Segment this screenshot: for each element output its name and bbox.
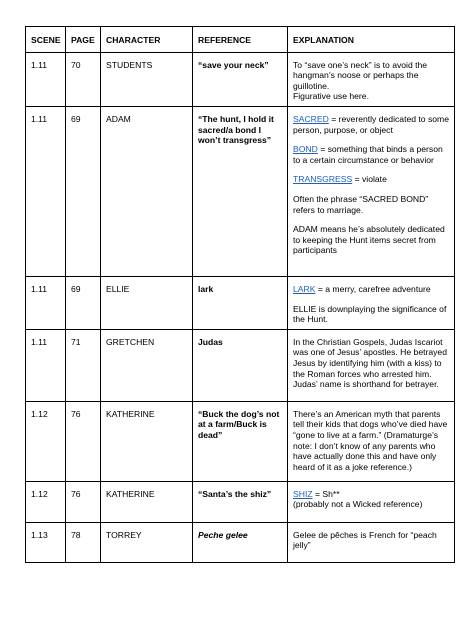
explanation-cell xyxy=(288,276,455,329)
explanation-text: In the Christian Gospels, Judas Iscariot was one of Jesus’ apostles. He betrayed Jesus by identifying him (with a kiss) to the Roman forces who arrested him. xyxy=(293,336,447,379)
table-row xyxy=(26,401,455,481)
scene-cell: 1.11 xyxy=(26,329,66,401)
explanation-text: Judas’ name is shorthand for betrayer. xyxy=(293,379,439,390)
reference-cell: “save your neck” xyxy=(193,52,288,106)
scene-cell: 1.11 xyxy=(26,52,66,106)
scene-cell: 1.11 xyxy=(26,106,66,276)
character-cell: STUDENTS xyxy=(101,52,193,106)
explanation-text: (probably not a Wicked reference) xyxy=(293,499,423,510)
character-cell: KATHERINE xyxy=(101,481,193,522)
page-cell: 76 xyxy=(66,401,101,481)
reference-cell: “The hunt, I hold it sacred/a bond I won’t transgress” xyxy=(193,106,288,276)
table-row xyxy=(26,52,455,106)
scene-cell: 1.12 xyxy=(26,481,66,522)
term-link-transgress[interactable]: TRANSGRESS xyxy=(293,174,353,185)
page-cell: 69 xyxy=(66,106,101,276)
explanation-cell xyxy=(288,106,455,276)
character-cell: TORREY xyxy=(101,522,193,562)
character-cell: KATHERINE xyxy=(101,401,193,481)
reference-cell: “Santa’s the shiz” xyxy=(193,481,288,522)
term-link-shiz[interactable]: SHIZ xyxy=(293,488,313,499)
reference-cell: Judas xyxy=(193,329,288,401)
header-reference: REFERENCE xyxy=(193,27,288,53)
table-row xyxy=(26,481,455,522)
scene-cell: 1.11 xyxy=(26,276,66,329)
term-link-sacred[interactable]: SACRED xyxy=(293,113,329,124)
explanation-cell xyxy=(288,401,455,481)
explanation-cell xyxy=(288,481,455,522)
explanation-text: = reverently dedicated to some person, purpose, or object xyxy=(293,113,449,135)
explanation-text: To “save one’s neck” is to avoid the hangman’s noose or perhaps the guillotine. xyxy=(293,59,428,91)
page-cell: 70 xyxy=(66,52,101,106)
page-cell: 71 xyxy=(66,329,101,401)
explanation-text: = something that binds a person to a certain circumstance or behavior xyxy=(293,144,443,165)
explanation-cell xyxy=(288,52,455,106)
explanation-text: = violate xyxy=(352,174,387,185)
scene-cell: 1.12 xyxy=(26,401,66,481)
header-explanation: EXPLANATION xyxy=(288,27,455,53)
character-cell: ADAM xyxy=(101,106,193,276)
explanation-text: ELLIE is downplaying the significance of the Hunt. xyxy=(293,303,447,325)
explanation-text: = Sh** xyxy=(312,488,340,499)
page-cell: 69 xyxy=(66,276,101,329)
term-link-bond[interactable]: BOND xyxy=(293,144,318,155)
header-page: PAGE xyxy=(66,27,101,53)
explanation-text: There’s an American myth that parents tell their kids that dogs who’ve died have “gone to live at a farm.” (Dramaturge’s note: I don’t know of any parents who have actually done this and have only heard of it as a joke reference.) xyxy=(293,408,448,472)
explanation-cell xyxy=(288,329,455,401)
table-row xyxy=(26,522,455,562)
table-row xyxy=(26,329,455,401)
explanation-text: Figurative use here. xyxy=(293,91,369,102)
scene-cell: 1.13 xyxy=(26,522,66,562)
term-link-lark[interactable]: LARK xyxy=(293,283,316,294)
explanation-text: Gelee de pêches is French for “peach jelly” xyxy=(293,529,437,551)
reference-cell: “Buck the dog’s not at a farm/Buck is dead” xyxy=(193,401,288,481)
table-row xyxy=(26,276,455,329)
header-scene: SCENE xyxy=(26,27,66,53)
character-cell: ELLIE xyxy=(101,276,193,329)
character-cell: GRETCHEN xyxy=(101,329,193,401)
reference-cell: lark xyxy=(193,276,288,329)
header-character: CHARACTER xyxy=(101,27,193,53)
header-row xyxy=(26,27,455,53)
page-cell: 76 xyxy=(66,481,101,522)
explanation-text: = a merry, carefree adventure xyxy=(315,283,431,294)
explanation-text: Often the phrase “SACRED BOND” refers to marriage. xyxy=(293,193,429,215)
table-row xyxy=(26,106,455,276)
reference-table xyxy=(25,26,455,563)
reference-cell: Peche gelee xyxy=(193,522,288,562)
explanation-cell xyxy=(288,522,455,562)
explanation-text: ADAM means he’s absolutely dedicated to keeping the Hunt items secret from participants xyxy=(293,224,445,256)
page-cell: 78 xyxy=(66,522,101,562)
